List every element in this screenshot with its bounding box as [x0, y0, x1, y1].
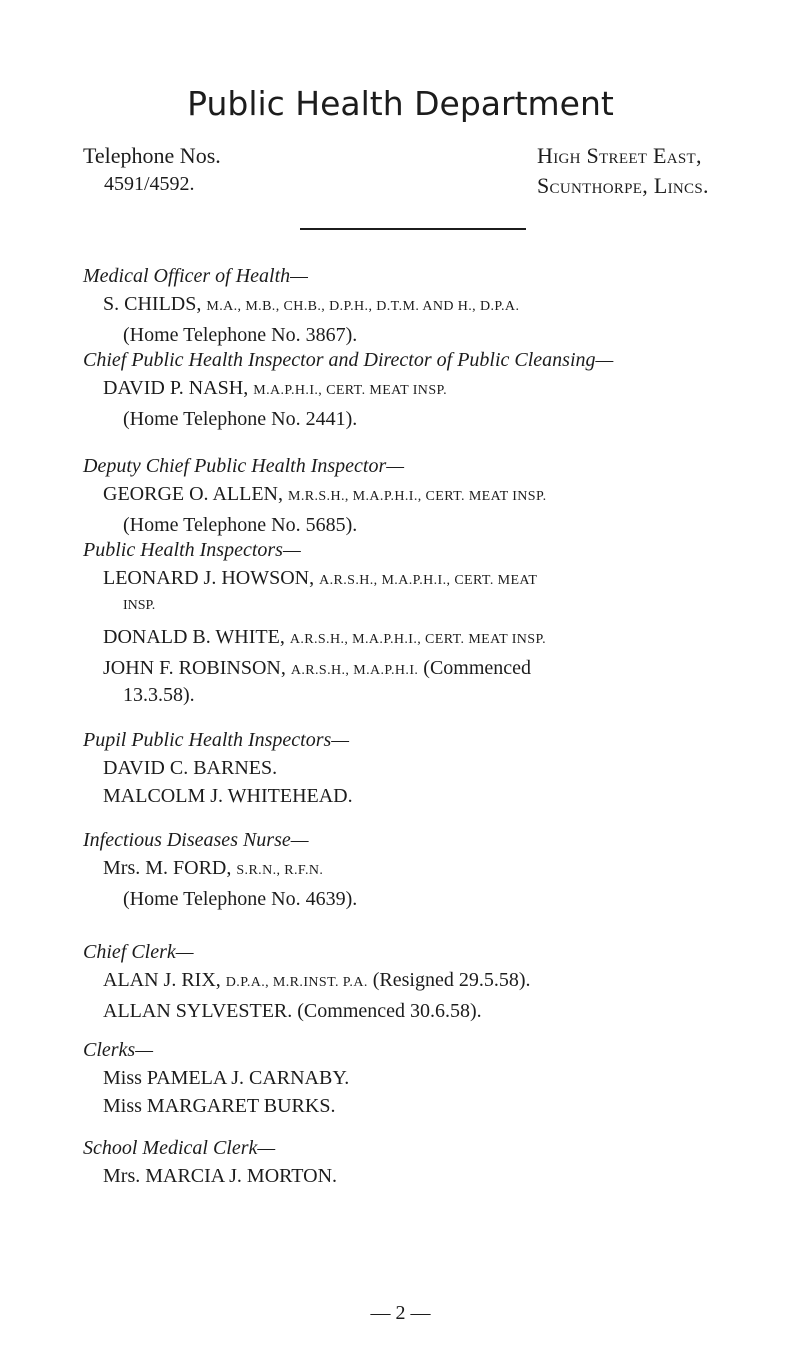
staff-name: LEONARD J. HOWSON, — [103, 567, 320, 589]
section-inspectors — [83, 536, 743, 709]
staff-note: (Resigned 29.5.58). — [367, 969, 531, 991]
role-heading: Medical Officer of Health— — [83, 265, 308, 287]
qualifications-continued: INSP. — [123, 598, 156, 613]
section-chief-inspector — [83, 346, 743, 433]
staff-name: DAVID P. NASH, — [103, 377, 254, 399]
role-heading: Chief Public Health Inspector and Director of Public Cleansing— — [83, 349, 614, 371]
staff-name: JOHN F. ROBINSON, — [103, 657, 291, 679]
section-medical-officer — [83, 262, 743, 349]
page-number: — 2 — — [370, 1302, 431, 1324]
staff-name: DONALD B. WHITE, — [103, 626, 290, 648]
address-line-1: High Street East, — [537, 143, 702, 168]
role-heading: Clerks— — [83, 1039, 153, 1061]
staff-note-continued: 13.3.58). — [123, 684, 195, 706]
staff-line: DAVID C. BARNES. — [103, 757, 278, 779]
staff-line — [83, 290, 743, 321]
home-telephone: (Home Telephone No. 5685). — [123, 514, 358, 536]
home-telephone: (Home Telephone No. 4639). — [123, 888, 358, 910]
section-clerks — [83, 1036, 743, 1120]
staff-line — [83, 480, 743, 511]
page-title: Public Health Department — [187, 84, 614, 123]
qualifications: S.R.N., R.F.N. — [236, 863, 324, 878]
staff-line: Mrs. MARCIA J. MORTON. — [103, 1165, 338, 1187]
qualifications: M.A., M.B., CH.B., D.P.H., D.T.M. AND H., D.P.A. — [206, 299, 520, 314]
qualifications: D.P.A., M.R.INST. P.A. — [225, 975, 368, 990]
staff-line — [83, 374, 743, 405]
qualifications: A.R.S.H., M.A.P.H.I., CERT. MEAT INSP. — [289, 632, 546, 647]
section-chief-clerk — [83, 938, 743, 1025]
section-school-medical-clerk — [83, 1134, 743, 1190]
role-heading: Pupil Public Health Inspectors— — [83, 729, 350, 751]
section-deputy-inspector — [83, 452, 743, 539]
telephone-label: Telephone Nos. — [83, 143, 221, 168]
role-heading: Deputy Chief Public Health Inspector— — [83, 455, 405, 477]
home-telephone: (Home Telephone No. 2441). — [123, 408, 358, 430]
home-telephone: (Home Telephone No. 3867). — [123, 324, 358, 346]
staff-line — [83, 966, 743, 997]
section-pupil-inspectors — [83, 726, 743, 810]
address-line-2: Scunthorpe, Lincs. — [537, 173, 709, 198]
role-heading: School Medical Clerk— — [83, 1137, 276, 1159]
divider-rule — [300, 228, 526, 230]
staff-line — [83, 623, 743, 654]
section-nurse — [83, 826, 743, 913]
role-heading: Infectious Diseases Nurse— — [83, 829, 309, 851]
staff-line — [83, 564, 743, 595]
staff-line: Miss MARGARET BURKS. — [103, 1095, 336, 1117]
staff-name: S. CHILDS, — [103, 293, 207, 315]
staff-line: Miss PAMELA J. CARNABY. — [103, 1067, 350, 1089]
qualifications: M.A.P.H.I., CERT. MEAT INSP. — [253, 383, 448, 398]
staff-line — [83, 854, 743, 885]
qualifications: A.R.S.H., M.A.P.H.I. — [290, 663, 419, 678]
qualifications: M.R.S.H., M.A.P.H.I., CERT. MEAT INSP. — [287, 489, 547, 504]
telephone-numbers: 4591/4592. — [104, 173, 195, 195]
staff-line: ALLAN SYLVESTER. (Commenced 30.6.58). — [103, 1000, 482, 1022]
staff-name: Mrs. M. FORD, — [103, 857, 237, 879]
staff-name: ALAN J. RIX, — [103, 969, 226, 991]
role-heading: Chief Clerk— — [83, 941, 194, 963]
staff-name: GEORGE O. ALLEN, — [103, 483, 288, 505]
staff-note: (Commenced — [418, 657, 532, 679]
qualifications: A.R.S.H., M.A.P.H.I., CERT. MEAT — [319, 573, 538, 588]
staff-line: MALCOLM J. WHITEHEAD. — [103, 785, 353, 807]
role-heading: Public Health Inspectors— — [83, 539, 301, 561]
